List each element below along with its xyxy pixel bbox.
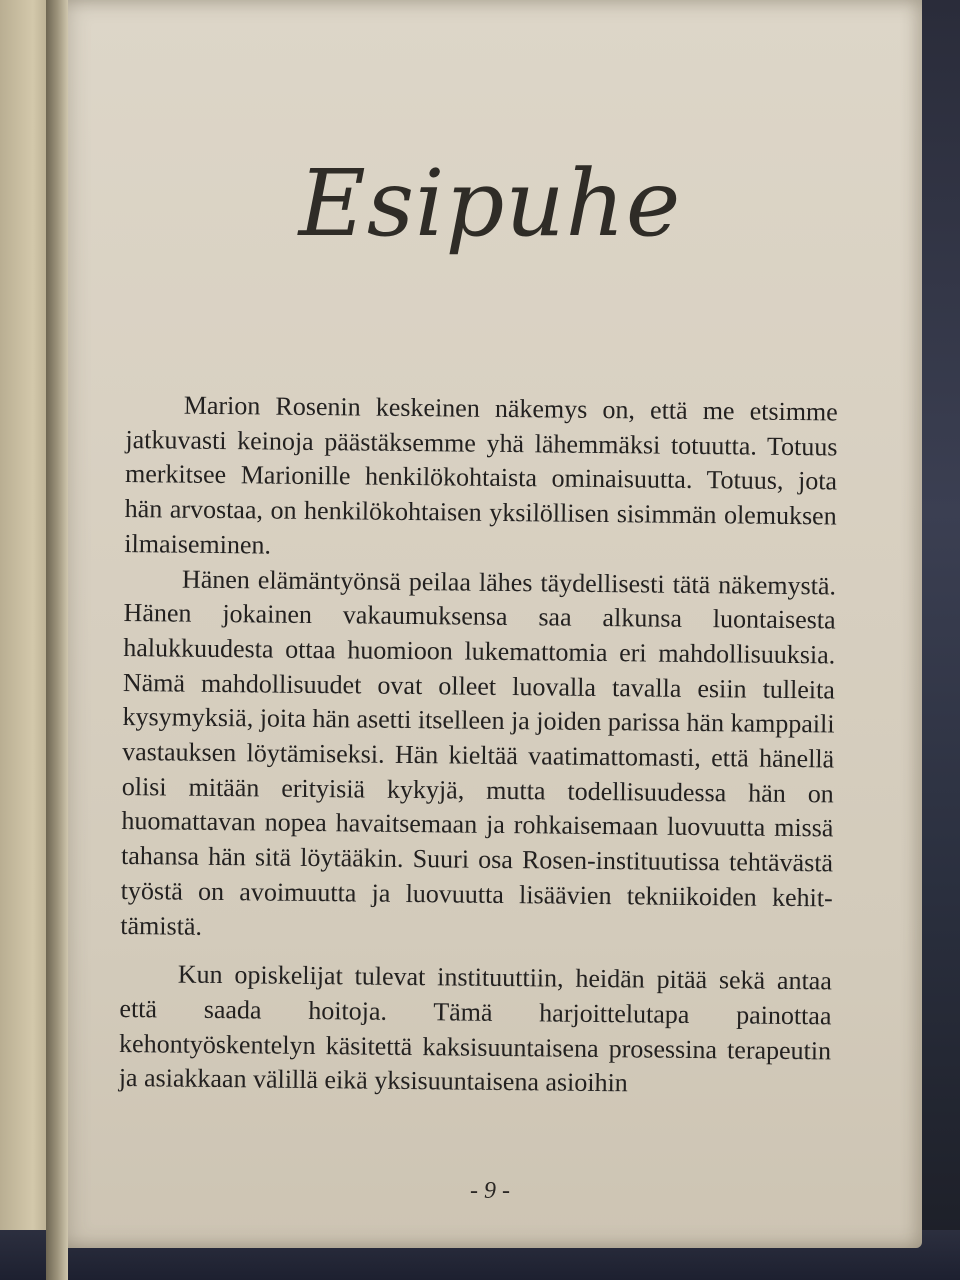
body-text xyxy=(119,388,838,1103)
paragraph-3: Kun opiskelijat tulevat instituuttiin, heidän pitää sekä antaa että saada hoitoja. Tämä harjoittelutapa painottaa kehontyöskentelyn käsitettä kaksisuuntaisena prosessina terapeutin ja asiakkaan välillä eikä yksisuuntaisena asioihin xyxy=(118,959,832,1098)
book-page xyxy=(58,0,922,1248)
chapter-title: Esipuhe xyxy=(298,150,682,257)
paragraph-2: Hänen elämäntyönsä peilaa lähes täydellisesti tätä näkemystä. Hänen jokainen vakaumuksensa saa alkunsa luontaisesta halukkuudesta ottaa huomioon lukemattomia eri mahdollisuuksia. Nämä mahdollisuudet ovat olleet luovalla tavalla esiin tulleita kysymyksiä, joita hän asetti itselleen ja joiden parissa hän kamppaili vastauksen löytämiseksi. Hän kieltää vaatimattomasti, että hänellä olisi mitään erityisiä kykyjä, mutta todellisuudessa hän on huomattavan nopea havaitsemaan ja rohkaisemaan luovuutta missä tahansa hän sitä löytääkin. Suuri osa Rosen-instituutissa tehtävästä työstä on avoimuutta ja luovuutta lisäävien tekniikoiden kehit-tämistä. xyxy=(120,564,837,941)
page-number: - 9 - xyxy=(470,1178,510,1204)
book-gutter xyxy=(46,0,68,1280)
paragraph-1: Marion Rosenin keskeinen näkemys on, että me etsimme jatkuvasti keinoja päästäksemme yhä lähemmäksi totuutta. Totuus merkitsee Marionille henkilökohtaista ominaisuutta. Totuus, jota hän arvostaa, on henkilökohtaisen yksilöllisen sisimmän olemuksen ilmaiseminen. xyxy=(124,390,838,560)
